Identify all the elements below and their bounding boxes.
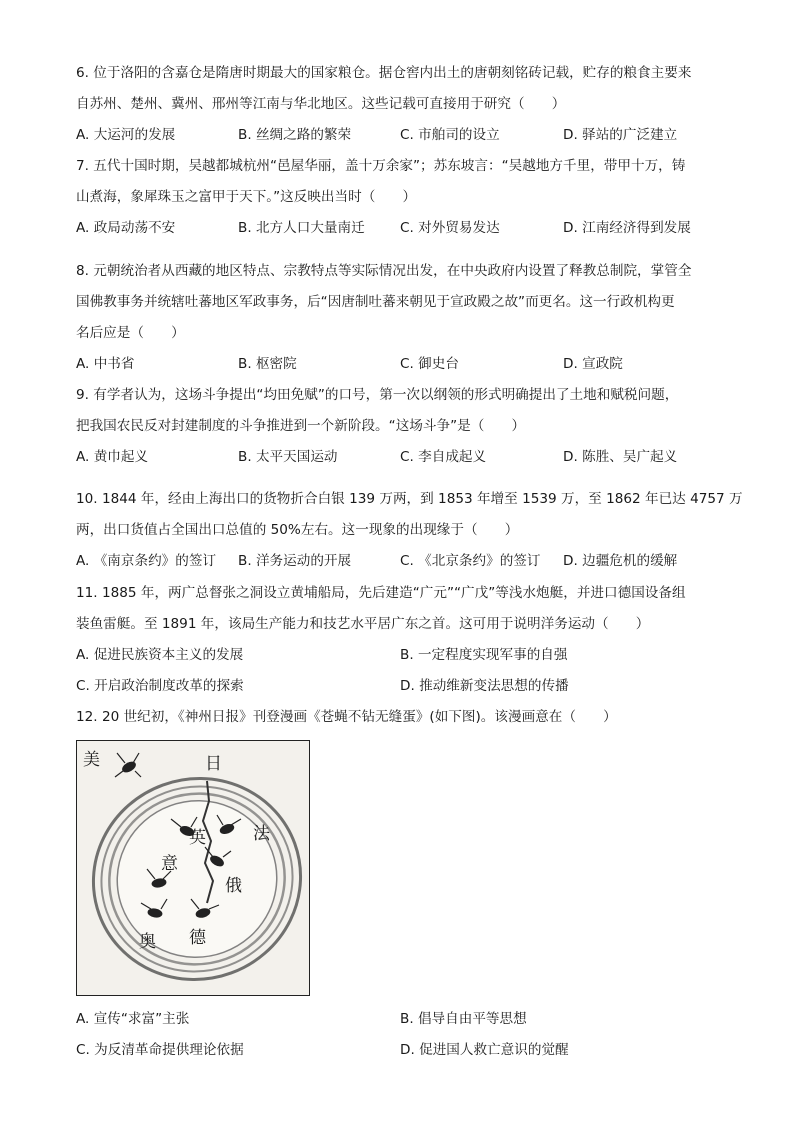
cartoon-label-austria: 奥 [139, 932, 156, 952]
q9-option-c[interactable]: C. 李自成起义 [400, 449, 487, 465]
q12-stem-line-1: 12. 20 世纪初，《神州日报》刊登漫画《苍蝇不钻无缝蛋》(如下图)。该漫画意在（ ） [76, 709, 617, 725]
q9-option-a[interactable]: A. 黄巾起义 [76, 449, 149, 465]
cartoon-label-britain: 英 [189, 828, 206, 848]
q10-option-a[interactable]: A. 《南京条约》的签订 [76, 553, 217, 569]
q11-option-a[interactable]: A. 促进民族资本主义的发展 [76, 647, 244, 663]
q8-option-a[interactable]: A. 中书省 [76, 356, 135, 372]
egg-illustration [77, 741, 308, 994]
q6-stem-line-1: 6. 位于洛阳的含嘉仓是隋唐时期最大的国家粮仓。据仓窖内出土的唐朝刻铭砖记载，贮存的粮食主要来 [76, 65, 692, 81]
q8-stem-line-3: 名后应是（ ） [76, 325, 185, 341]
q10-option-b[interactable]: B. 洋务运动的开展 [238, 553, 352, 569]
q9-option-b[interactable]: B. 太平天国运动 [238, 449, 338, 465]
q7-option-c[interactable]: C. 对外贸易发达 [400, 220, 500, 236]
q6-option-a[interactable]: A. 大运河的发展 [76, 127, 176, 143]
q7-option-b[interactable]: B. 北方人口大量南迁 [238, 220, 365, 236]
q7-stem-line-2: 山煮海，象犀珠玉之富甲于天下。”这反映出当时（ ） [76, 189, 417, 205]
q11-option-b[interactable]: B. 一定程度实现军事的自强 [400, 647, 568, 663]
q7-stem-line-1: 7. 五代十国时期，吴越都城杭州“邑屋华丽，盖十万余家”；苏东坡言：“吴越地方千里，带甲十万，铸 [76, 158, 686, 174]
q6-option-c[interactable]: C. 市舶司的设立 [400, 127, 500, 143]
q11-stem-line-1: 11. 1885 年，两广总督张之洞设立黄埔船局，先后建造“广元”“广戊”等浅水炮艇，并进口德国设备组 [76, 585, 686, 601]
q12-option-b[interactable]: B. 倡导自由平等思想 [400, 1011, 527, 1027]
q12-option-c[interactable]: C. 为反清革命提供理论依据 [76, 1042, 244, 1058]
q10-option-c[interactable]: C. 《北京条约》的签订 [400, 553, 541, 569]
q11-option-d[interactable]: D. 推动维新变法思想的传播 [400, 678, 569, 694]
q6-option-d[interactable]: D. 驿站的广泛建立 [563, 127, 678, 143]
cartoon-label-japan: 日 [205, 754, 222, 774]
q6-stem-line-2: 自苏州、楚州、冀州、邢州等江南与华北地区。这些记载可直接用于研究（ ） [76, 96, 566, 112]
cartoon-label-us: 美 [83, 750, 100, 770]
cartoon-label-italy: 意 [161, 854, 178, 874]
q12-option-a[interactable]: A. 宣传“求富”主张 [76, 1011, 190, 1027]
q12-option-d[interactable]: D. 促进国人救亡意识的觉醒 [400, 1042, 569, 1058]
cartoon-label-france: 法 [253, 824, 270, 844]
q8-option-c[interactable]: C. 御史台 [400, 356, 459, 372]
q9-stem-line-2: 把我国农民反对封建制度的斗争推进到一个新阶段。“这场斗争”是（ ） [76, 418, 526, 434]
q7-option-d[interactable]: D. 江南经济得到发展 [563, 220, 691, 236]
q7-option-a[interactable]: A. 政局动荡不安 [76, 220, 176, 236]
cartoon-flies-and-egg [76, 740, 310, 996]
cartoon-label-russia: 俄 [225, 876, 242, 896]
q8-option-d[interactable]: D. 宣政院 [563, 356, 623, 372]
q8-stem-line-1: 8. 元朝统治者从西藏的地区特点、宗教特点等实际情况出发，在中央政府内设置了释教总制院，掌管全 [76, 263, 692, 279]
q10-option-d[interactable]: D. 边疆危机的缓解 [563, 553, 678, 569]
cartoon-label-germany: 德 [189, 928, 206, 948]
q8-stem-line-2: 国佛教事务并统辖吐蕃地区军政事务，后“因唐制吐蕃来朝见于宣政殿之故”而更名。这一行政机构更 [76, 294, 675, 310]
q11-stem-line-2: 装鱼雷艇。至 1891 年，该局生产能力和技艺水平居广东之首。这可用于说明洋务运动（ ） [76, 616, 650, 632]
q9-option-d[interactable]: D. 陈胜、吴广起义 [563, 449, 678, 465]
q10-stem-line-1: 10. 1844 年，经由上海出口的货物折合白银 139 万两，到 1853 年增至 1539 万，至 1862 年已达 4757 万 [76, 491, 743, 507]
q8-option-b[interactable]: B. 枢密院 [238, 356, 297, 372]
q9-stem-line-1: 9. 有学者认为，这场斗争提出“均田免赋”的口号，第一次以纲领的形式明确提出了土地和赋税问题， [76, 387, 679, 403]
q10-stem-line-2: 两，出口货值占全国出口总值的 50%左右。这一现象的出现缘于（ ） [76, 522, 519, 538]
q6-option-b[interactable]: B. 丝绸之路的繁荣 [238, 127, 352, 143]
q11-option-c[interactable]: C. 开启政治制度改革的探索 [76, 678, 244, 694]
